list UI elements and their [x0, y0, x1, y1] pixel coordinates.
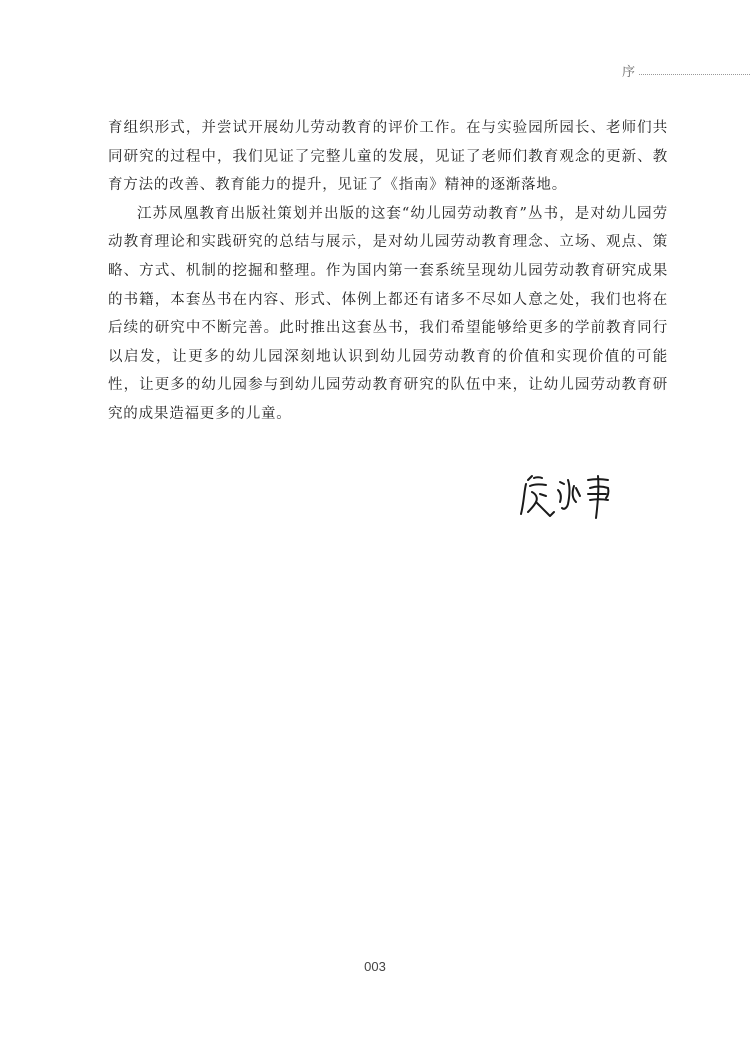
- paragraph-book-series: 江苏凤凰教育出版社策划并出版的这套“幼儿园劳动教育”丛书，是对幼儿园劳动教育理论和实践研究的总结与展示，是对幼儿园劳动教育理念、立场、观点、策略、方式、机制的挖掘和整理。作为国内第一套系统呈现幼儿园劳动教育研究成果的书籍，本套丛书在内容、形式、体例上都还有诸多不尽如人意之处，我们也将在后续的研究中不断完善。此时推出这套丛书，我们希望能够给更多的学前教育同行以启发，让更多的幼儿园深刻地认识到幼儿园劳动教育的价值和实现价值的可能性，让更多的幼儿园参与到幼儿园劳动教育研究的队伍中来，让幼儿园劳动教育研究的成果造福更多的儿童。: [108, 205, 668, 422]
- header-dotted-rule: [639, 74, 750, 75]
- section-label: 序: [622, 64, 636, 80]
- signature-graphic: [518, 472, 618, 522]
- running-header: [622, 62, 750, 82]
- paragraph-continued: 育组织形式，并尝试开展幼儿劳动教育的评价工作。在与实验园所园长、老师们共同研究的过程中，我们见证了完整儿童的发展，见证了老师们教育观念的更新、教育方法的改善、教育能力的提升，见证了《指南》精神的逐渐落地。: [108, 120, 668, 194]
- handwritten-signature: [518, 472, 618, 522]
- preface-body: [108, 114, 668, 429]
- page-number: 003: [364, 959, 386, 974]
